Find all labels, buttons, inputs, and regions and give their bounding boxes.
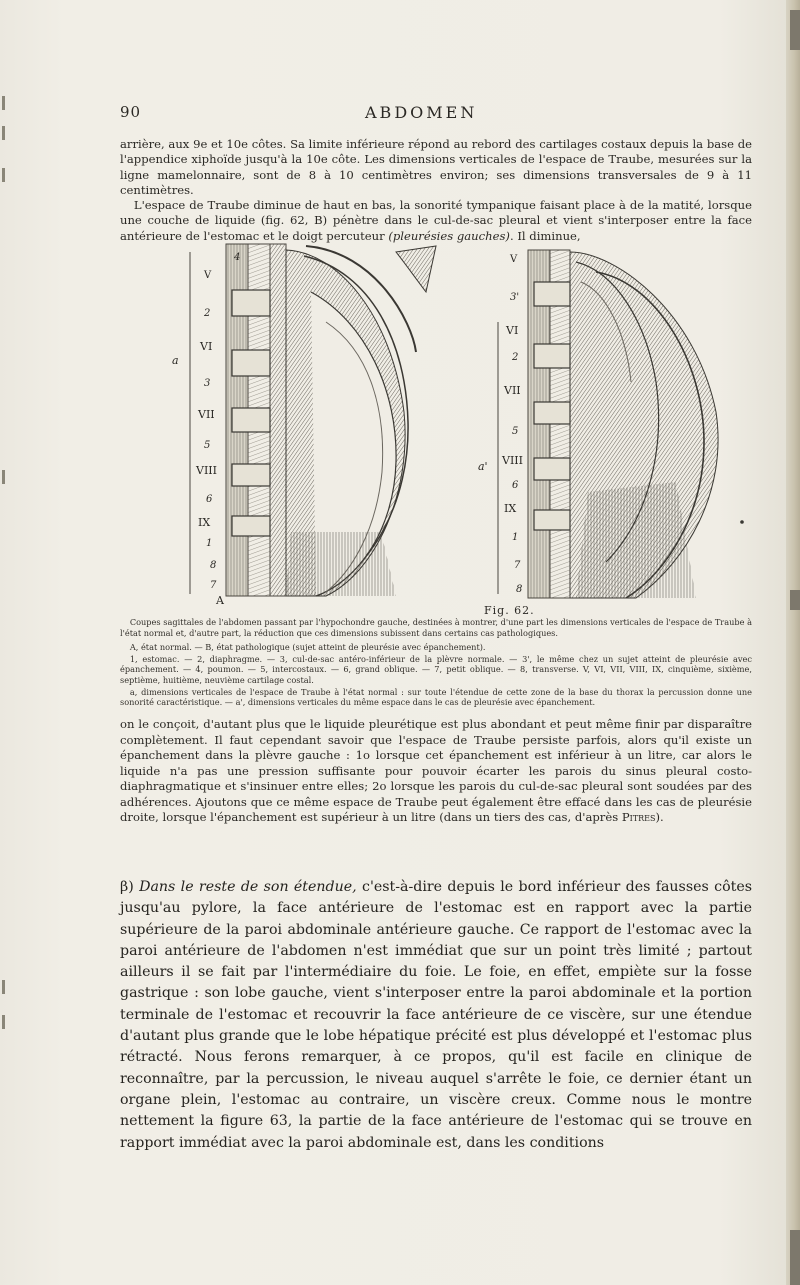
paragraph-top [120,137,752,244]
caption-states: A, état normal. — B, état pathologique (sujet atteint de pleurésie avec épanchement). [129,642,486,653]
label-left-VII: VII [198,408,215,421]
label-left-3: 3 [204,378,211,389]
page-number: 90 [120,103,142,121]
label-right-IX: IX [504,502,517,515]
label-left-2: 2 [204,308,211,319]
label-right-VIII: VIII [502,454,523,467]
page-left-margin [0,0,10,1285]
label-left-6: 6 [206,494,213,505]
figure-caption [120,617,752,709]
paragraph-mid-body: on le conçoit, d'autant plus que le liquide pleurétique est plus abondant et peut même finir par disparaître complètement. Il faut cependant savoir que l'espace de Traube persiste parfois, alors qu'il existe un épanchement dans la plèvre gauche : 1o lorsque cet épanchement est inférieur à un litre, car alors le liquide n'a pas une pression suffisante pour pouvoir écarter les parois du sinus pleural costo-diaphragmatique et s'insinuer entre elles; 2o lorsque les parois du cul-de-sac pleural sont soudées par des adhérences. Ajoutons que ce même espace de Traube peut également être effacé dans les cas de pleurésie droite, lorsque l'épanchement est supérieur à un litre (dans un tiers des cas, d'après [120,717,752,824]
label-right-VI: VI [506,324,519,337]
figure-number: Fig. 62. [484,604,535,617]
label-left-7: 7 [210,580,217,591]
caption-legend: 1, estomac. — 2, diaphragme. — 3, cul-de-sac antéro-inférieur de la plèvre normale. — 3', le même chez un sujet atteint de pleurésie avec épanchement. — 4, poumon. — 5, intercostaux. — 6, grand oblique. — 7, petit oblique. — 8, transverse. V, VI, VII, VIII, IX, cinquième, sixième, septième, huitième, neuvième cartilage costal. [120,653,752,685]
paragraph-mid-end: ). [655,810,664,824]
paragraph-beta-body: c'est-à-dire depuis le bord inférieur des fausses côtes jusqu'au pylore, la face antérieure de l'estomac est en rapport avec la partie supérieure de la paroi abdominale antérieure gauche. Ce rapport de l'estomac avec la paroi antérieure de l'abdomen n'est immédiat que sur un point très limité ; partout ailleurs il se fait par l'intermédiaire du foie. Le foie, en effet, empiète sur la fosse gastrique : son lobe gauche, vient s'interposer entre la paroi abdominale et la portion terminale de l'estomac et recouvrir la face antérieure de ce viscère, sur une étendue d'autant plus grande que le lobe hépatique précité est plus développé et l'estomac plus rétracté. Nous ferons remarquer, à ce propos, qu'il est facile en clinique de reconnaître, par la percussion, le niveau auquel s'arrête le foie, ce dernier étant un organe plein, l'estomac au contraire, un viscère creux. Comme nous le montre nettement la figure 63, la partie de la face antérieure de l'estomac qui se trouve en rapport immédiat avec la paroi abdominale est, dans les conditions [120,879,752,1151]
paragraph-top-2-italic: (pleurésies gauches) [388,228,510,243]
label-right-2: 2 [512,352,519,363]
label-left-VI: VI [200,340,213,353]
panel-a [176,244,436,596]
label-left-4: 4 [234,252,241,263]
paragraph-top-1: arrière, aux 9e et 10e côtes. Sa limite inférieure répond au rebord des cartilages costaux depuis la base de l'appendice xiphoïde jusqu'à la 10e côte. Les dimensions verticales de l'espace de Traube, mesurées sur la ligne mamelonnaire, sont de 8 à 10 centimètres environ; ses dimensions transversales de 9 à 11 centimètres. [120,137,752,197]
label-right-5: 5 [512,426,519,437]
paragraph-mid [120,717,752,826]
paragraph-beta-heading: Dans le reste de son étendue, [139,879,357,895]
paragraph-beta-marker: β) [120,879,140,895]
paragraph-beta [120,877,752,1154]
label-left-IX: IX [198,516,211,529]
label-dimension-a-prime: a' [478,460,488,473]
panel-b [498,250,744,598]
paragraph-top-2-end: . Il diminue, [509,228,581,243]
figure-62-illustration [176,232,756,616]
label-right-VII: VII [504,384,521,397]
paragraph-mid-text [120,717,752,826]
panel-a-label: A [216,594,224,607]
caption-main: Coupes sagittales de l'abdomen passant par l'hypochondre gauche, destinées à montrer, d'une part les dimensions verticales de l'espace de Traube à l'état normal et, d'autre part, la réduction que ces dimensions subissent dans certains cas pathologiques. [120,617,752,638]
paragraph-top-2-text: L'espace de Traube diminue de haut en bas, la sonorité tympanique faisant place à de la matité, lorsque une couche de liquide (fig. 62, B) pénètre dans le cul-de-sac pleural et vient s'interposer entre la face antérieure de l'estomac et le doigt percuteur [120,198,752,243]
label-right-8: 8 [516,584,523,595]
label-right-3prime: 3' [510,292,520,303]
author-pitres: Pitres [621,810,656,824]
label-left-5: 5 [204,440,211,451]
caption-dimensions: a, dimensions verticales de l'espace de Traube à l'état normal : sur toute l'étendue de cette zone de la base du thorax la percussion donne une sonorité caractéristique. — a', dimensions verticales du même espace dans le cas de pleurésie avec épanchement. [120,686,752,708]
label-left-V: V [204,270,212,281]
label-right-1: 1 [512,532,519,543]
page-right-edge [786,0,800,1285]
label-right-7: 7 [514,560,521,571]
label-dimension-a: a [172,354,179,367]
label-right-V: V [510,254,518,265]
figure-62 [172,232,756,617]
page-title: ABDOMEN [365,103,478,122]
label-left-VIII: VIII [196,464,217,477]
label-left-8: 8 [210,560,217,571]
running-head [0,103,800,123]
label-right-6: 6 [512,480,519,491]
label-left-1: 1 [206,538,213,549]
